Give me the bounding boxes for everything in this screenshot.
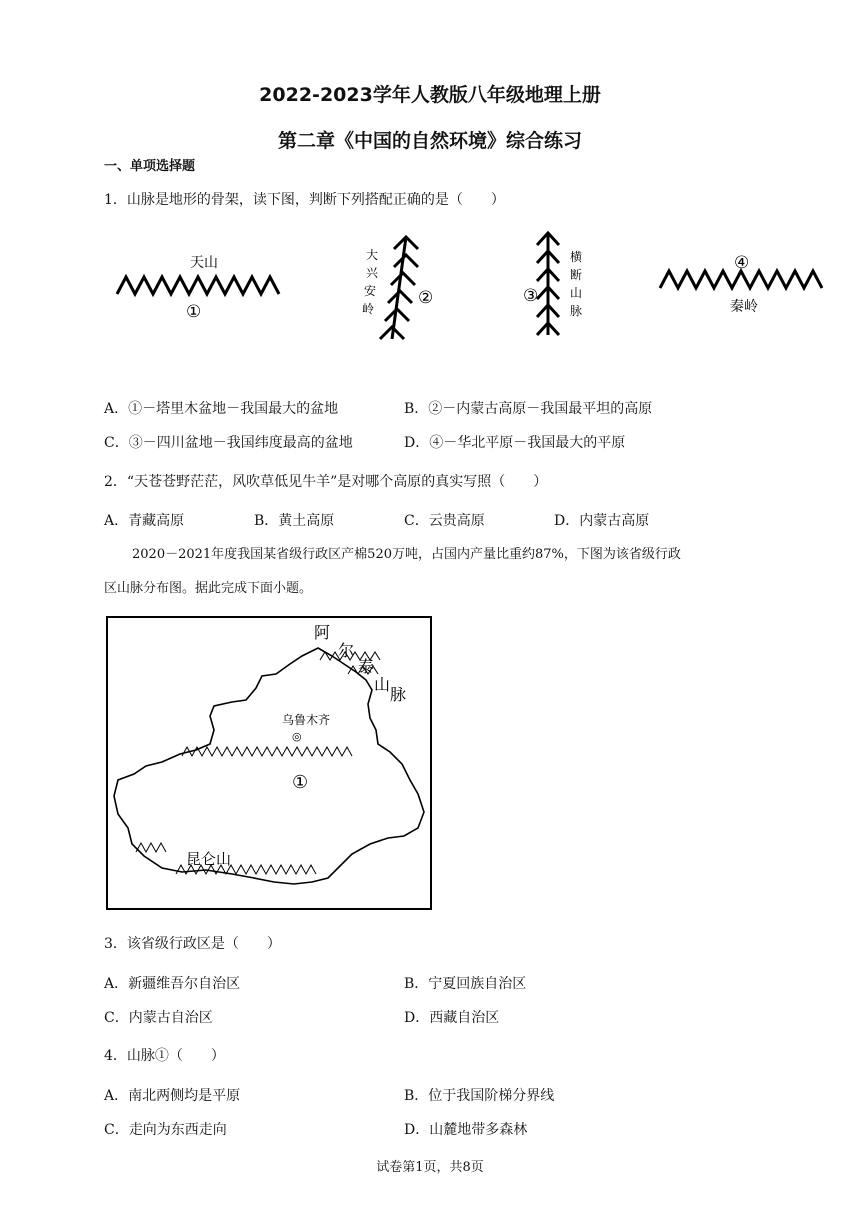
q4-option-a: A．南北两侧均是平原	[104, 1088, 241, 1104]
urumqi-label: 乌鲁木齐	[282, 713, 331, 727]
altai-label-5: 脉	[390, 685, 407, 704]
hengduan-ridge	[537, 233, 559, 335]
hengduan-label-1: 横	[570, 250, 583, 264]
daxinganling-label-1: 大	[366, 248, 379, 262]
qinling-label: 秦岭	[730, 299, 758, 315]
daxinganling-ridge	[380, 237, 418, 339]
tianshan-ridge	[117, 277, 279, 294]
altai-label-1: 阿	[314, 623, 331, 642]
question-1-stem: 1．山脉是地形的骨架，读下图，判断下列搭配正确的是（ ）	[104, 192, 505, 208]
figure-num-1: ①	[186, 302, 202, 322]
q3-option-d: D．西藏自治区	[404, 1010, 500, 1026]
q2-option-b: B．黄土高原	[254, 513, 335, 529]
province-map	[106, 616, 432, 910]
map-num-1: ①	[292, 772, 309, 793]
q4-option-b: B．位于我国阶梯分界线	[404, 1088, 555, 1104]
qinling-ridge	[660, 271, 822, 288]
daxinganling-label-3: 安	[364, 284, 377, 298]
document-subtitle: 第二章《中国的自然环境》综合练习	[277, 130, 582, 152]
altai-label-3: 泰	[358, 657, 375, 676]
q2-option-c: C．云贵高原	[404, 513, 485, 529]
passage-line-2: 区山脉分布图。据此完成下面小题。	[104, 581, 313, 596]
q4-option-c: C．走向为东西走向	[104, 1122, 227, 1138]
question-4-stem: 4．山脉①（ ）	[104, 1048, 225, 1064]
question-2-stem: 2．“天苍苍野茫茫，风吹草低见牛羊”是对哪个高原的真实写照（ ）	[104, 474, 548, 490]
hengduan-label-2: 断	[570, 268, 583, 282]
passage-line-1: 2020－2021年度我国某省级行政区产棉520万吨，占国内产量比重约87%，下图为该省级行政	[132, 547, 681, 562]
section-heading: 一、单项选择题	[104, 159, 196, 174]
q3-option-b: B．宁夏回族自治区	[404, 976, 527, 992]
q4-option-d: D．山麓地带多森林	[404, 1122, 528, 1138]
altai-label-4: 山	[374, 675, 391, 694]
q1-option-d: D．④－华北平原－我国最大的平原	[404, 435, 626, 451]
altai-label-2: 尔	[338, 641, 355, 660]
figure-num-3: ③	[523, 286, 539, 306]
daxinganling-label-4: 岭	[362, 302, 375, 316]
mountain-figure	[100, 225, 840, 350]
daxinganling-label-2: 兴	[366, 266, 379, 280]
page-footer: 试卷第1页，共8页	[376, 1160, 484, 1175]
q2-option-d: D．内蒙古高原	[554, 513, 650, 529]
q2-option-a: A．青藏高原	[104, 513, 185, 529]
urumqi-symbol: ◎	[292, 730, 302, 743]
figure-num-2: ②	[418, 288, 434, 308]
document-title: 2022-2023学年人教版八年级地理上册	[259, 84, 601, 106]
q3-option-c: C．内蒙古自治区	[104, 1010, 213, 1026]
tianshan-label: 天山	[190, 255, 218, 271]
hengduan-label-3: 山	[570, 286, 583, 300]
question-3-stem: 3．该省级行政区是（ ）	[104, 936, 281, 952]
figure-num-4: ④	[734, 253, 750, 273]
q1-option-c: C．③－四川盆地－我国纬度最高的盆地	[104, 435, 353, 451]
q3-option-a: A．新疆维吾尔自治区	[104, 976, 241, 992]
q1-option-a: A．①－塔里木盆地－我国最大的盆地	[104, 401, 339, 417]
hengduan-label-4: 脉	[570, 304, 583, 318]
kunlun-label: 昆仑山	[186, 850, 232, 868]
q1-option-b: B．②－内蒙古高原－我国最平坦的高原	[404, 401, 653, 417]
